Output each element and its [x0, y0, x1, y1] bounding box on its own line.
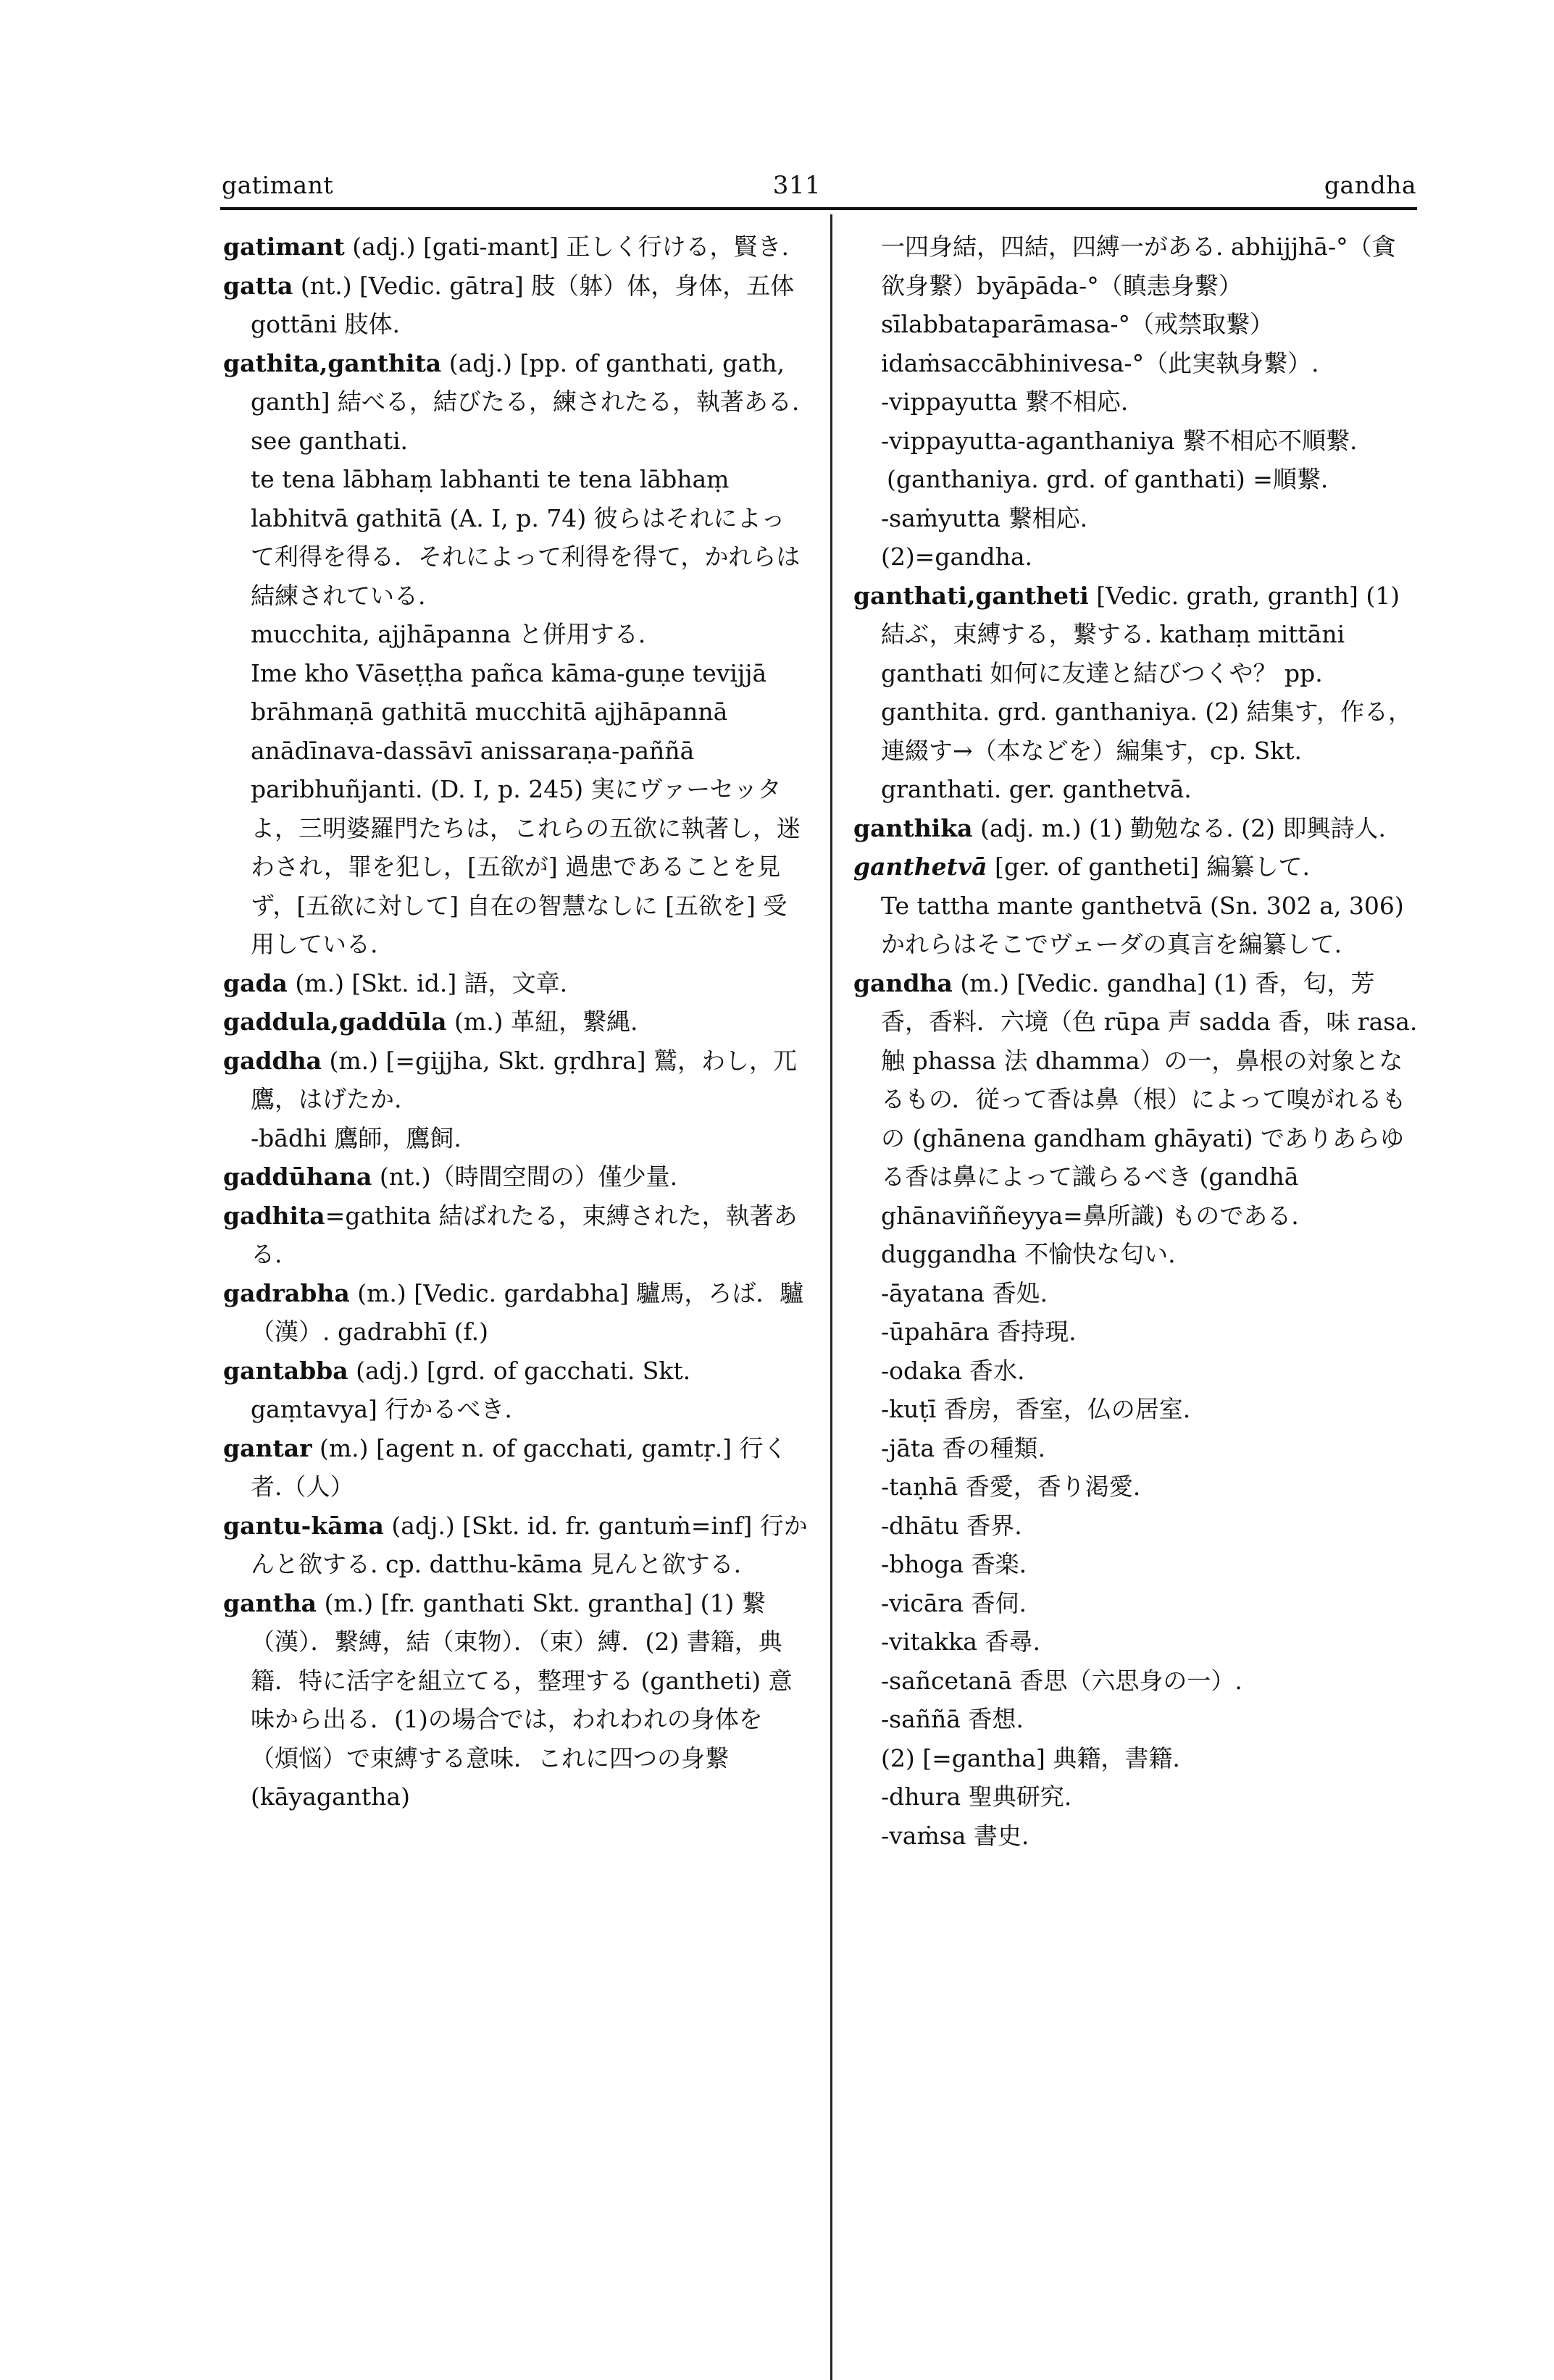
dictionary-entry — [853, 809, 1419, 848]
dictionary-entry — [223, 964, 809, 1003]
entry-body: (m.) 革紐，繋縄. — [446, 1007, 638, 1036]
entry-body: (adj.) [pp. of ganthati, gath, ganth] 結べる，結びたる，練されたる，執著ある. see ganthati. — [251, 348, 800, 455]
dictionary-entry — [223, 1507, 809, 1584]
sub-entry: -sañcetanā 香思（六思身の一）. — [881, 1666, 1242, 1695]
headword: ganthetvā — [853, 852, 987, 881]
headword: gathita,ganthita — [223, 348, 442, 377]
sub-entry: mucchita, ajjhāpanna と併用する. — [251, 620, 646, 648]
dictionary-entry — [223, 1352, 809, 1429]
sub-entry: -saññā 香想. — [881, 1705, 1024, 1733]
dictionary-entry — [223, 1157, 809, 1197]
headword: gatta — [223, 271, 293, 300]
entry-body: [ger. of gantheti] 編纂して. — [987, 852, 1310, 881]
sub-entry: -vippayutta 繋不相応. — [881, 387, 1129, 416]
sub-entry-note: (ganthaniya. grd. of ganthati) =順繋. — [887, 465, 1329, 493]
sub-entry: -ūpahāra 香持現. — [881, 1317, 1077, 1346]
dictionary-entry — [223, 1274, 809, 1352]
headword: ganthati,gantheti — [853, 581, 1089, 610]
entry-body: (adj.) [grd. of gacchati. Skt. gaṃtavya] 行かるべき. — [251, 1356, 691, 1423]
entry-body: (m.) [Skt. id.] 語，文章. — [287, 968, 568, 997]
example-text: Ime kho Vāseṭṭha pañca kāma-guṇe tevijjā brāhmaṇā gathitā mucchitā ajjhāpannā anādīnava-dassāvī anissaraṇa-paññā paribhuñjanti. (D. I, p. 245) 実にヴァーセッタよ，三明婆羅門たちは，これらの五欲に執著し，迷わされ，罪を犯し，[五欲が] 過患であることを見ず，[五欲に対して] 自在の智慧なしに [五欲を] 受用している. — [251, 658, 801, 958]
sub-entry: -dhātu 香界. — [881, 1511, 1022, 1540]
headword: gantar — [223, 1433, 312, 1462]
sub-entry: (2) [=gantha] 典籍，書籍. — [881, 1743, 1180, 1772]
entry-body: (m.) [Vedic. gardabha] 驢馬，ろば．驢（漢）. gadrabhī (f.) — [251, 1278, 804, 1346]
entry-body: (nt.)（時間空間の）僅少量. — [372, 1162, 678, 1191]
example-text: Te tattha mante ganthetvā (Sn. 302 a, 306) かれらはそこでヴェーダの真言を編纂して. — [881, 891, 1404, 958]
headword: gaddūhana — [223, 1162, 372, 1191]
headword: gadhita — [223, 1201, 325, 1230]
sub-entry: -taṇhā 香愛，香り渇愛. — [881, 1472, 1141, 1501]
dictionary-entry — [223, 1429, 809, 1507]
headword: gantu-kāma — [223, 1511, 384, 1540]
entry-body: (m.) [=gijjha, Skt. gṛdhra] 鷲，わし，兀鷹，はげたか. — [251, 1046, 798, 1113]
sub-entry: -kuṭī 香房，香室，仏の居室. — [881, 1395, 1191, 1423]
dictionary-entry — [223, 267, 809, 306]
entry-body: (adj.) [gati-mant] 正しく行ける，賢き. — [344, 232, 790, 261]
right-column — [853, 227, 1419, 1855]
sub-entry: -bādhi 鷹師，鷹飼. — [251, 1123, 461, 1152]
sub-entry: -dhura 聖典研究. — [881, 1782, 1072, 1811]
sub-entry: -jāta 香の種類. — [881, 1433, 1045, 1462]
sub-entry: duggandha 不愉快な匂い. — [881, 1240, 1176, 1268]
sub-entry: -vaṁsa 書史. — [881, 1821, 1029, 1850]
sub-entry: -saṁyutta 繋相応. — [881, 503, 1088, 532]
entry-body: (m.) [agent n. of gacchati, gamtṛ.] 行く者.（人） — [251, 1433, 788, 1501]
left-column — [223, 227, 809, 1817]
headword: gantha — [223, 1588, 317, 1617]
page-number: 311 — [772, 171, 822, 200]
running-head-left: gatimant — [222, 171, 334, 199]
sub-entry: gottāni 肢体. — [251, 310, 400, 338]
dictionary-entry — [223, 1002, 809, 1042]
entry-body: (adj. m.) (1) 勤勉なる. (2) 即興詩人. — [972, 813, 1386, 842]
headword: gadrabha — [223, 1278, 350, 1307]
headword: gaddula,gaddūla — [223, 1007, 447, 1036]
entry-body: (m.) [Vedic. gandha] (1) 香，匂，芳香，香料．六境（色 rūpa 声 sadda 香，味 rasa. 触 phassa 法 dhamma）の一，鼻根の対象となるもの．従って香は鼻（根）によって嗅がれるもの (ghānena gandham ghāyati) でありあらゆる香は鼻によって識らるべき (gandhā ghānaviññeyya=鼻所識) ものである. — [881, 968, 1418, 1230]
sub-entry: -āyatana 香処. — [881, 1278, 1048, 1307]
sub-entry: (2)=gandha. — [881, 542, 1032, 571]
entry-body: (m.) [fr. ganthati Skt. grantha] (1) 繋（漢）．繋縛，結（束物）．（束）縛．(2) 書籍，典籍．特に活字を組立てる，整理する (gantheti) 意味から出る．(1)の場合では，われわれの身体を（煩悩）で束縛する意味．これに四つの身繋 (kāyagantha) — [251, 1588, 793, 1811]
sub-entry: -vippayutta-aganthaniya 繋不相応不順繋. — [881, 426, 1358, 455]
dictionary-entry — [223, 1197, 809, 1274]
dictionary-entry — [223, 344, 809, 461]
headword: gandha — [853, 968, 953, 997]
headword: gatimant — [223, 232, 345, 261]
headword: gantabba — [223, 1356, 348, 1385]
entry-body: [Vedic. grath, granth] (1) 結ぶ，束縛する，繋する. kathaṃ mittāni ganthati 如何に友達と結びつくや？ pp. ganthita. grd. ganthaniya. (2) 結集す，作る，連綴す→（本などを）編集す，cp. Skt. granthati. ger. ganthetvā. — [881, 581, 1412, 803]
dictionary-entry — [853, 847, 1419, 887]
continuation-text: 一四身結，四結，四縛一がある. abhijjhā-°（貪欲身繋）byāpāda-°（瞋恚身繋）sīlabbataparāmasa-°（戒禁取繋）idaṁsaccābhinivesa-°（此実執身繋）. — [881, 232, 1396, 377]
dictionary-entry — [223, 227, 809, 267]
sub-entry: -bhoga 香楽. — [881, 1550, 1027, 1578]
entry-body: (adj.) [Skt. id. fr. gantuṁ=inf] 行かんと欲する. cp. datthu-kāma 見んと欲する. — [251, 1511, 808, 1578]
header-rule — [220, 207, 1417, 210]
headword: gaddha — [223, 1046, 322, 1075]
column-divider — [830, 214, 832, 2380]
running-head-right: gandha — [1324, 171, 1416, 199]
example-text: te tena lābhaṃ labhanti te tena lābhaṃ labhitvā gathitā (A. I, p. 74) 彼らはそれによって利得を得る．それによって利得を得て，かれらは結練されている. — [251, 465, 801, 610]
entry-body: (nt.) [Vedic. gātra] 肢（躰）体，身体，五体 — [293, 271, 795, 300]
dictionary-entry — [853, 964, 1419, 1236]
sub-entry: -vicāra 香伺. — [881, 1588, 1027, 1617]
sub-entry: -vitakka 香尋. — [881, 1627, 1040, 1656]
dictionary-entry — [223, 1584, 809, 1817]
dictionary-entry — [853, 577, 1419, 809]
sub-entry: -odaka 香水. — [881, 1356, 1025, 1385]
headword: gada — [223, 968, 288, 997]
headword: ganthika — [853, 813, 973, 842]
entry-body: =gathita 結ばれたる，束縛された，執著ある. — [251, 1201, 798, 1268]
dictionary-entry — [223, 1042, 809, 1119]
